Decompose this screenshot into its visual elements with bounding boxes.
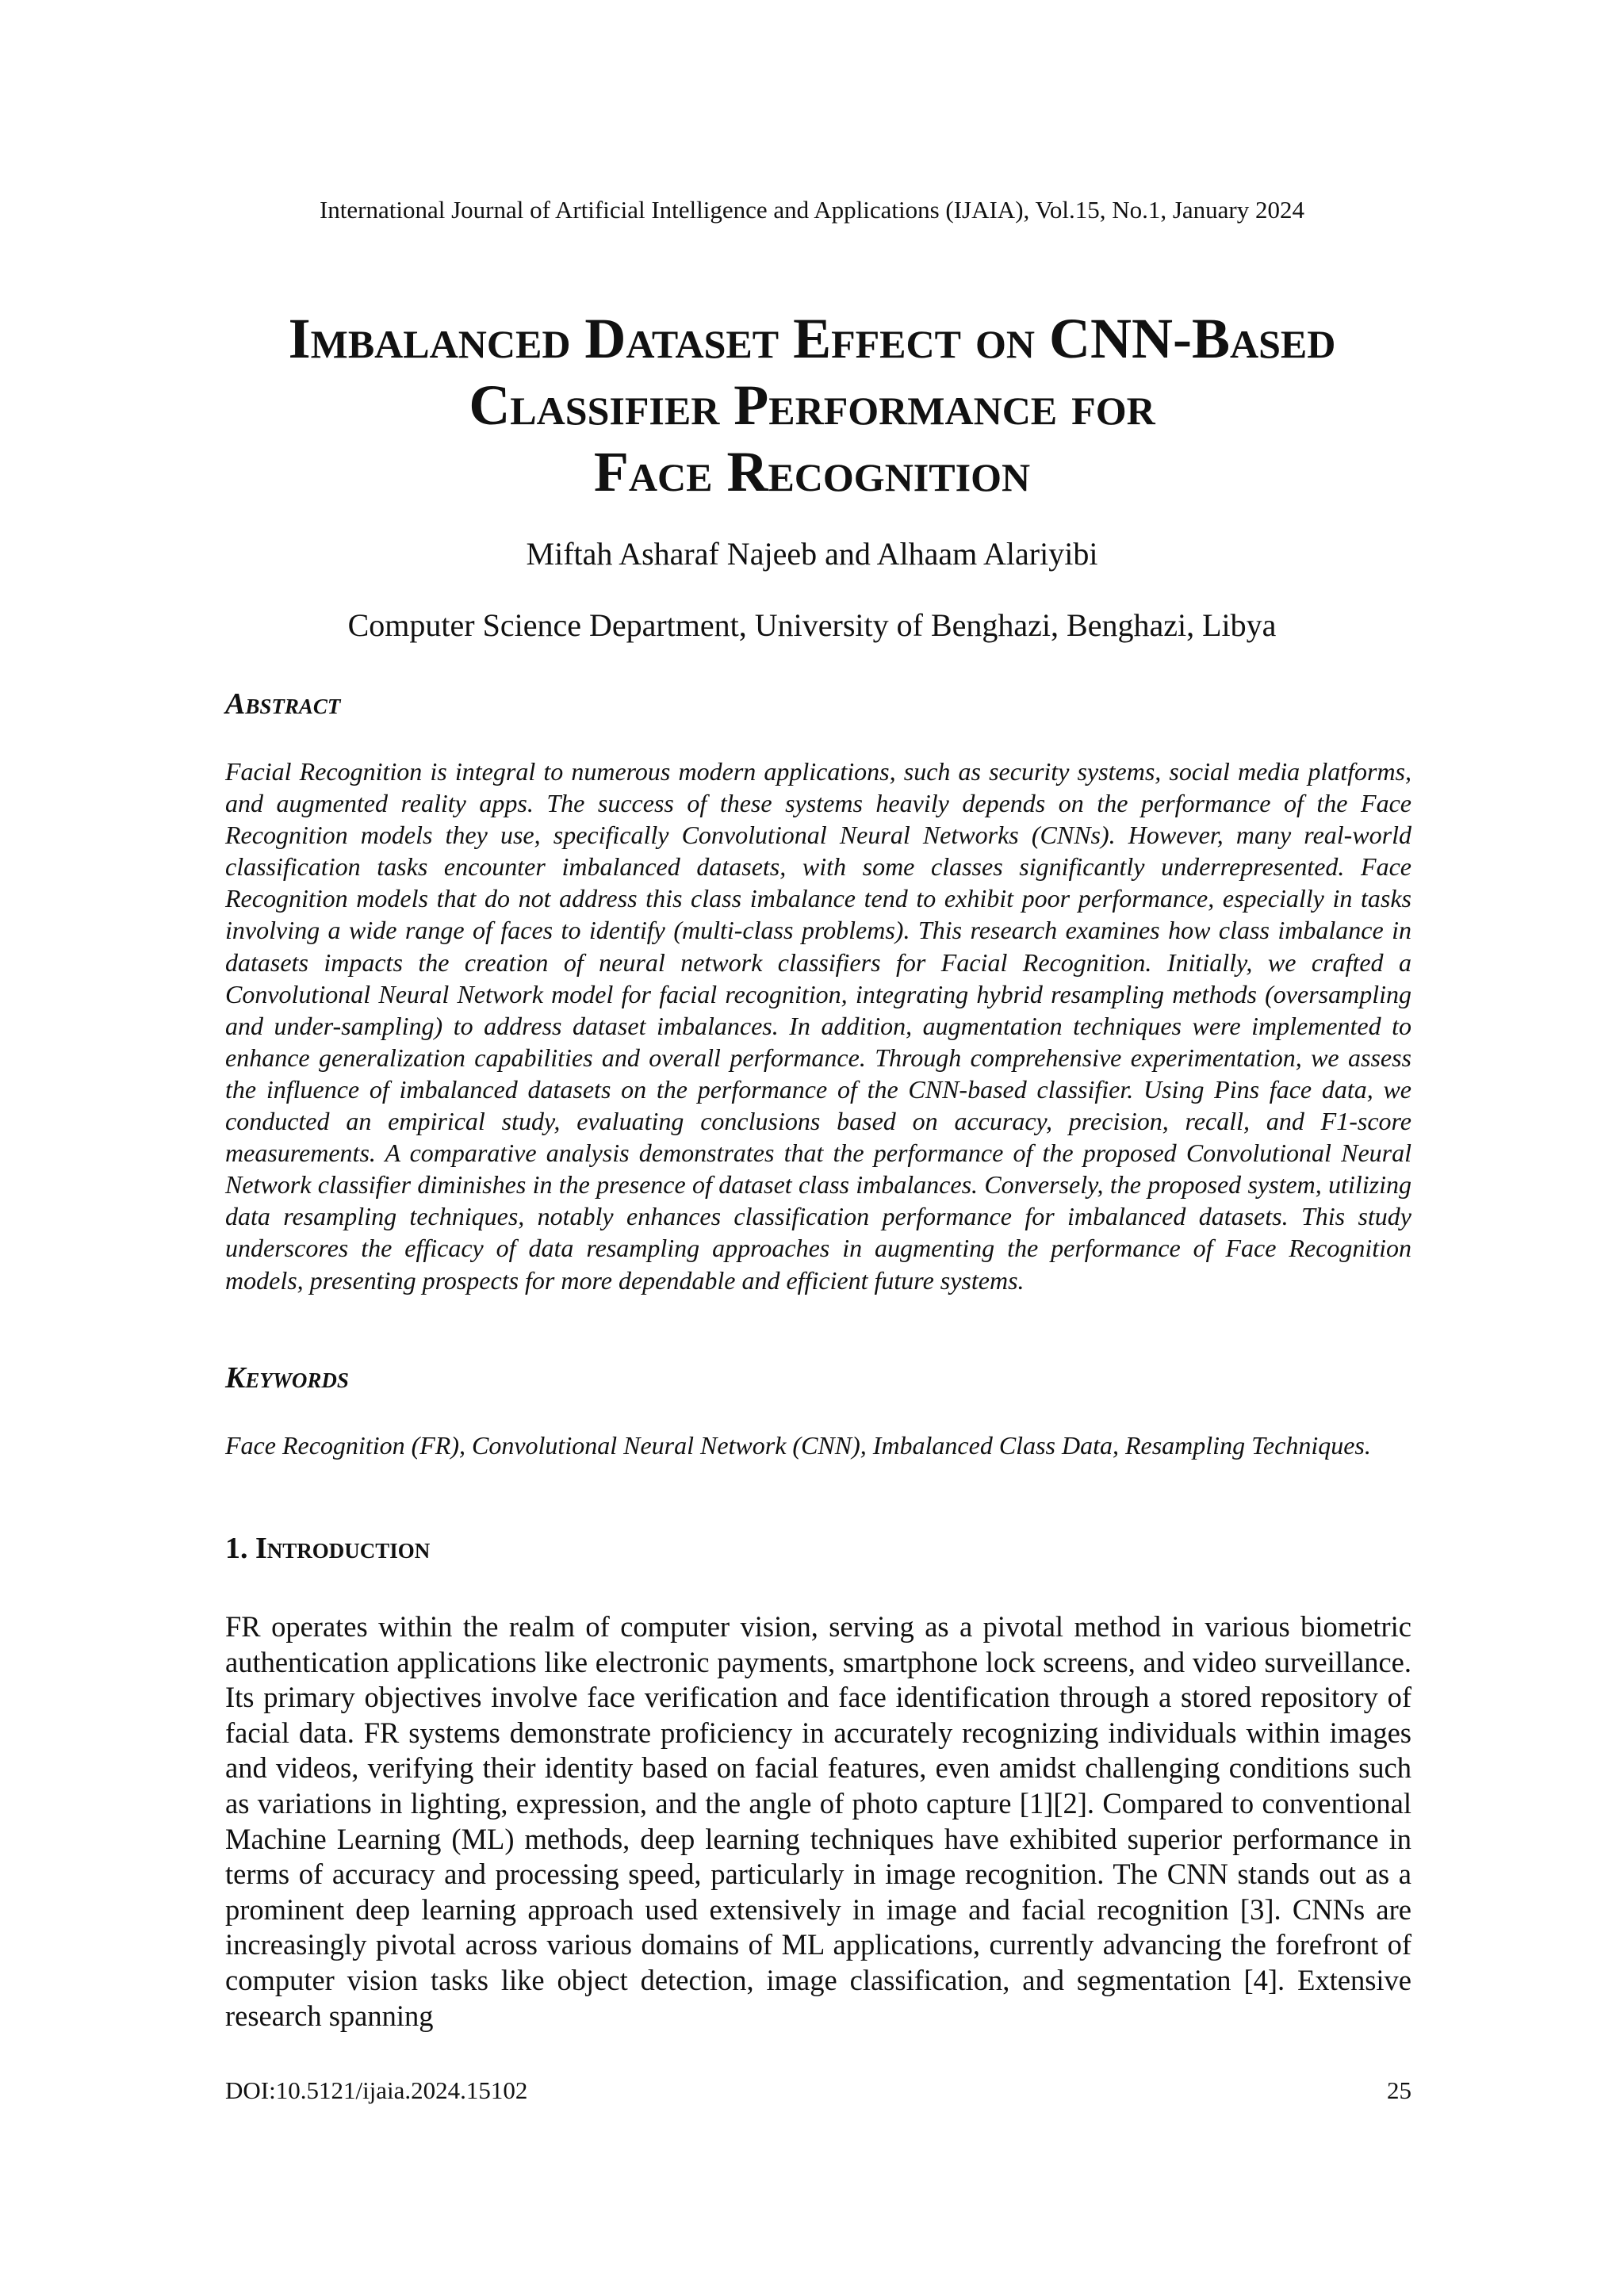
title-line-1: Imbalanced Dataset Effect on CNN-Based xyxy=(288,307,1336,370)
page-footer xyxy=(225,2075,1411,2107)
title-line-2: Classifier Performance for xyxy=(469,373,1155,437)
title-line-3: Face Recognition xyxy=(593,440,1031,503)
affiliation: Computer Science Department, University of Benghazi, Benghazi, Libya xyxy=(347,607,1277,643)
abstract-heading: Abstract xyxy=(225,687,341,721)
page-number: 25 xyxy=(1387,2076,1411,2104)
paper-title xyxy=(159,305,1465,505)
authors: Miftah Asharaf Najeeb and Alhaam Alariyibi xyxy=(526,536,1098,572)
keywords-heading: Keywords xyxy=(225,1361,349,1395)
abstract-text: Facial Recognition is integral to numerous modern applications, such as security systems, social media platforms, and augmented reality apps. The success of these systems heavily depends on the performance of the Face Recognition models they use, specifically Convolutional Neural Networks (CNNs). However, many real-world classification tasks encounter imbalanced datasets, with some classes significantly underrepresented. Face Recognition models that do not address this class imbalance tend to exhibit poor performance, especially in tasks involving a wide range of faces to identify (multi-class problems). This research examines how class imbalance in datasets impacts the creation of neural network classifiers for Facial Recognition. Initially, we crafted a Convolutional Neural Network model for facial recognition, integrating hybrid resampling methods (oversampling and under-sampling) to address dataset imbalances. In addition, augmentation techniques were implemented to enhance generalization capabilities and overall performance. Through comprehensive experimentation, we assess the influence of imbalanced datasets on the performance of the CNN-based classifier. Using Pins face data, we conducted an empirical study, evaluating conclusions based on accuracy, precision, recall, and F1-score measurements. A comparative analysis demonstrates that the performance of the proposed Convolutional Neural Network classifier diminishes in the presence of dataset class imbalances. Conversely, the proposed system, utilizing data resampling techniques, notably enhances classification performance for imbalanced datasets. This study underscores the efficacy of data resampling approaches in augmenting the performance of Face Recognition models, presenting prospects for more dependable and efficient future systems. xyxy=(225,757,1411,1295)
introduction-text: FR operates within the realm of computer vision, serving as a pivotal method in various biometric authentication applications like electronic payments, smartphone lock screens, and video surveillance. Its primary objectives involve face verification and face identification through a stored repository of facial data. FR systems demonstrate proficiency in accurately recognizing individuals within images and videos, verifying their identity based on facial features, even amidst challenging conditions such as variations in lighting, expression, and the angle of photo capture [1][2]. Compared to conventional Machine Learning (ML) methods, deep learning techniques have exhibited superior performance in terms of accuracy and processing speed, particularly in image recognition. The CNN stands out as a prominent deep learning approach used extensively in image and facial recognition [3]. CNNs are increasingly pivotal across various domains of ML applications, currently advancing the forefront of computer vision tasks like object detection, image classification, and segmentation [4]. Extensive research spanning xyxy=(225,1610,1411,2032)
doi: DOI:10.5121/ijaia.2024.15102 xyxy=(225,2076,528,2104)
introduction-heading: 1. Introduction xyxy=(225,1532,431,1565)
keywords-text: Face Recognition (FR), Convolutional Neural Network (CNN), Imbalanced Class Data, Resampling Techniques. xyxy=(225,1431,1371,1460)
running-header: International Journal of Artificial Intelligence and Applications (IJAIA), Vol.15, No.1, January 2024 xyxy=(319,196,1304,224)
